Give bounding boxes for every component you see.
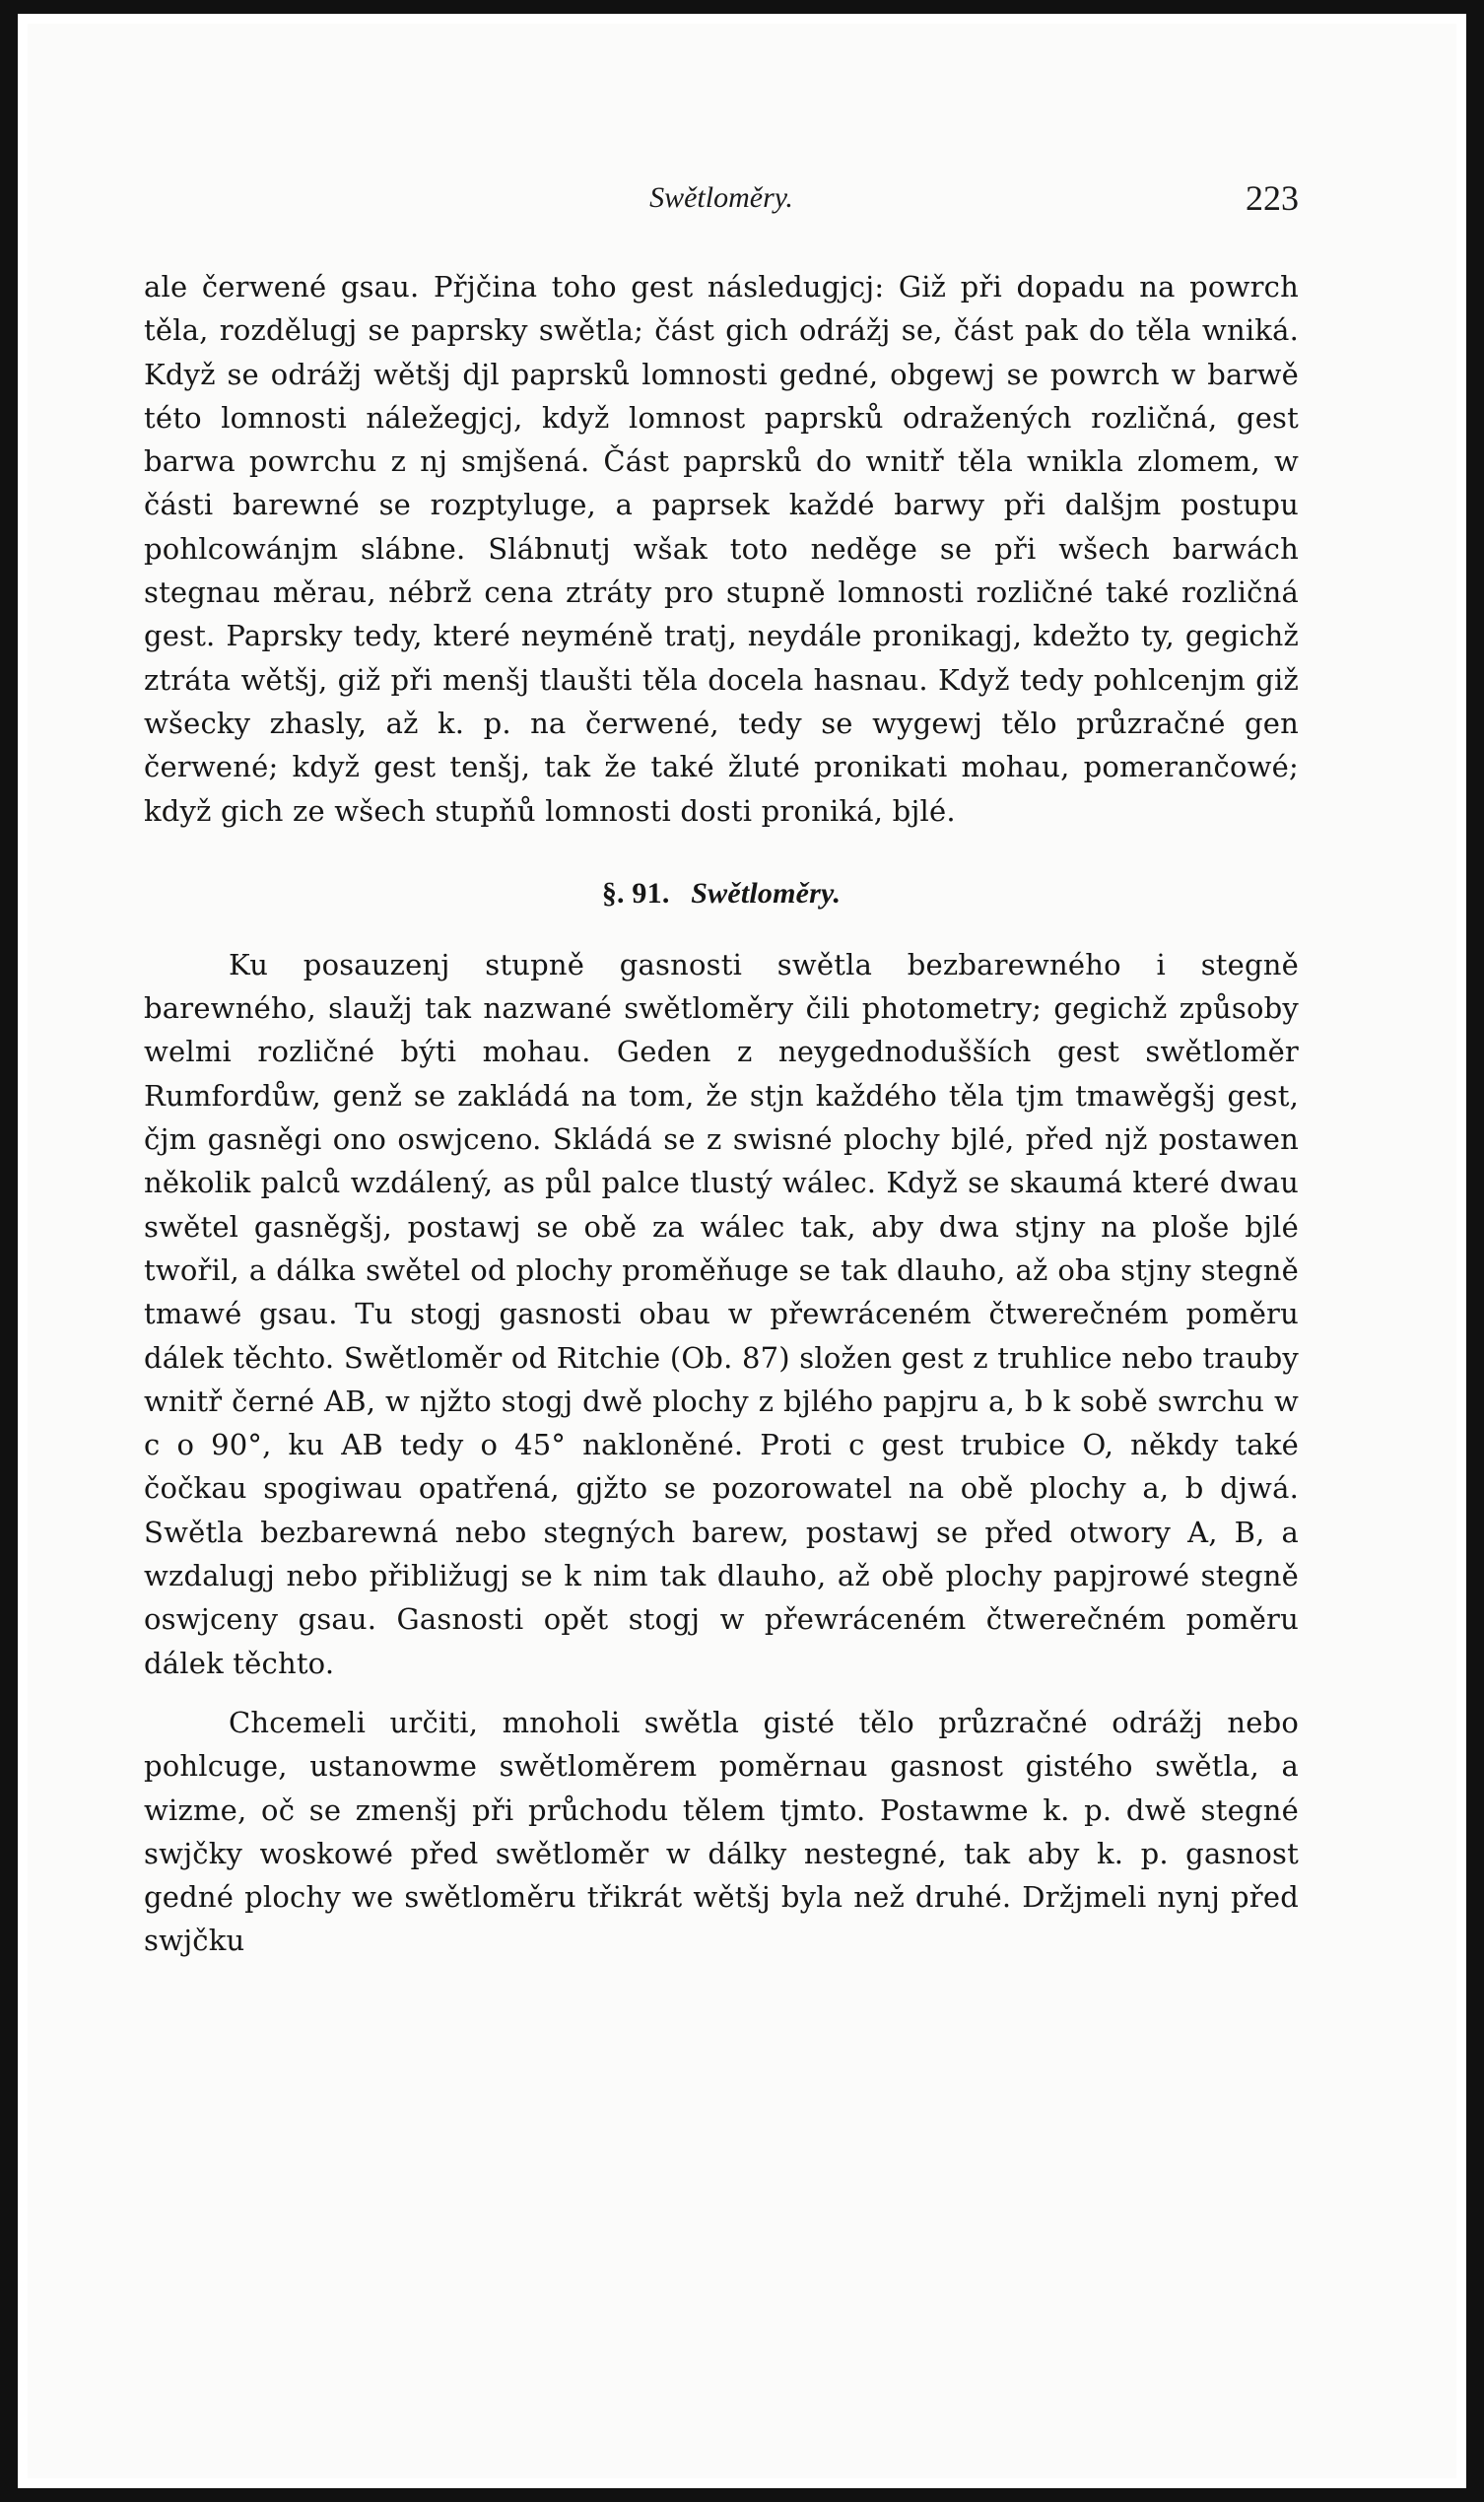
page-number: 223 [1246, 178, 1299, 218]
paragraph-gap [144, 1685, 1299, 1701]
section-heading [144, 872, 1299, 915]
paragraph-measurement: Chcemeli určiti, mnoholi swětla gisté tělo průzračné odrážj nebo pohlcuge, ustanowme swětloměrem poměrnau gasnost gistého swětla, a wizme, oč se zmenšj při průchodu tělem tjmto. Postawme k. p. dwě stegné swjčky woskowé před swětloměr w dálky nestegné, tak aby k. p. gasnost gedné plochy we swětloměru třikrát wětšj byla než druhé. Držjmeli nynj před swjčku [144, 1705, 1299, 1958]
book-page [28, 24, 1456, 2478]
paragraph-continued: ale čerwené gsau. Přjčina toho gest následugjcj: Giž při dopadu na powrch těla, rozdělugj se paprsky swětla; část gich odrážj se, část pak do těla wniká. Když se odrážj wětšj djl paprsků lomnosti gedné, obgewj se powrch w barwě této lomnosti náležegjcj, když lomnost paprsků odražených rozličná, gest barwa powrchu z nj smjšená. Část paprsků do wnitř těla wnikla zlomem, w části barewné se rozptyluge, a paprsek každé barwy při dalšjm postupu pohlcowánjm slábne. Slábnutj wšak toto neděge se při wšech barwách stegnau měrau, nébrž cena ztráty pro stupně lomnosti rozličné také rozličná gest. Paprsky tedy, které neyméně tratj, neydále pronikagj, kdežto ty, gegichž ztráta wětšj, giž při menšj tlaušti těla docela hasnau. Když tedy pohlcenjm giž wšecky zhasly, až k. p. na čerwené, tedy se wygewj tělo průzračné gen čerwené; když gest tenšj, tak že také žluté pronikati mohau, pomerančowé; když gich ze wšech stupňů lomnosti dosti proniká, bjlé. [144, 270, 1299, 828]
running-title: Swětloměry. [649, 181, 793, 214]
section-number: §. 91. [601, 876, 670, 910]
paragraph-photometers: Ku posauzenj stupně gasnosti swětla bezbarewného i stegně barewného, slaužj tak nazwané swětloměry čili photometry; gegichž způsoby welmi rozličné býti mohau. Geden z neygednodušších gest swětloměr Rumfordůw, genž se zakládá na tom, že stjn každého těla tjm tmawěgšj gest, čjm gasněgi ono oswjceno. Skládá se z swisné plochy bjlé, před njž postawen několik palců wzdálený, as půl palce tlustý wálec. Když se skaumá které dwau swětel gasněgšj, postawj se obě za wálec tak, aby dwa stjny na ploše bjlé twořil, a dálka swětel od plochy proměňuge se tak dlauho, až oba stjny stegně tmawé gsau. Tu stogj gasnosti obau w přewráceném čtwerečném poměru dálek těchto. Swětloměr od Ritchie (Ob. 87) složen gest z truhlice nebo trauby wnitř černé AB, w njžto stogj dwě plochy z bjlého papjru a, b k sobě swrchu w c o 90°, ku AB tedy o 45° nakloněné. Proti c gest trubice O, někdy také čočkau spogiwau opatřená, gjžto se pozorowatel na obě plochy a, b djwá. Swětla bezbarewná nebo stegných barew, postawj se před otwory A, B, a wzdalugj nebo přibližugj se k nim tak dlauho, až obě plochy papjrowé stegně oswjceny gsau. Gasnosti opět stogj w přewráceném čtwerečném poměru dálek těchto. [144, 947, 1299, 1680]
section-title: Swětloměry. [691, 876, 842, 910]
running-head [144, 173, 1299, 223]
body-text [144, 265, 1299, 1963]
